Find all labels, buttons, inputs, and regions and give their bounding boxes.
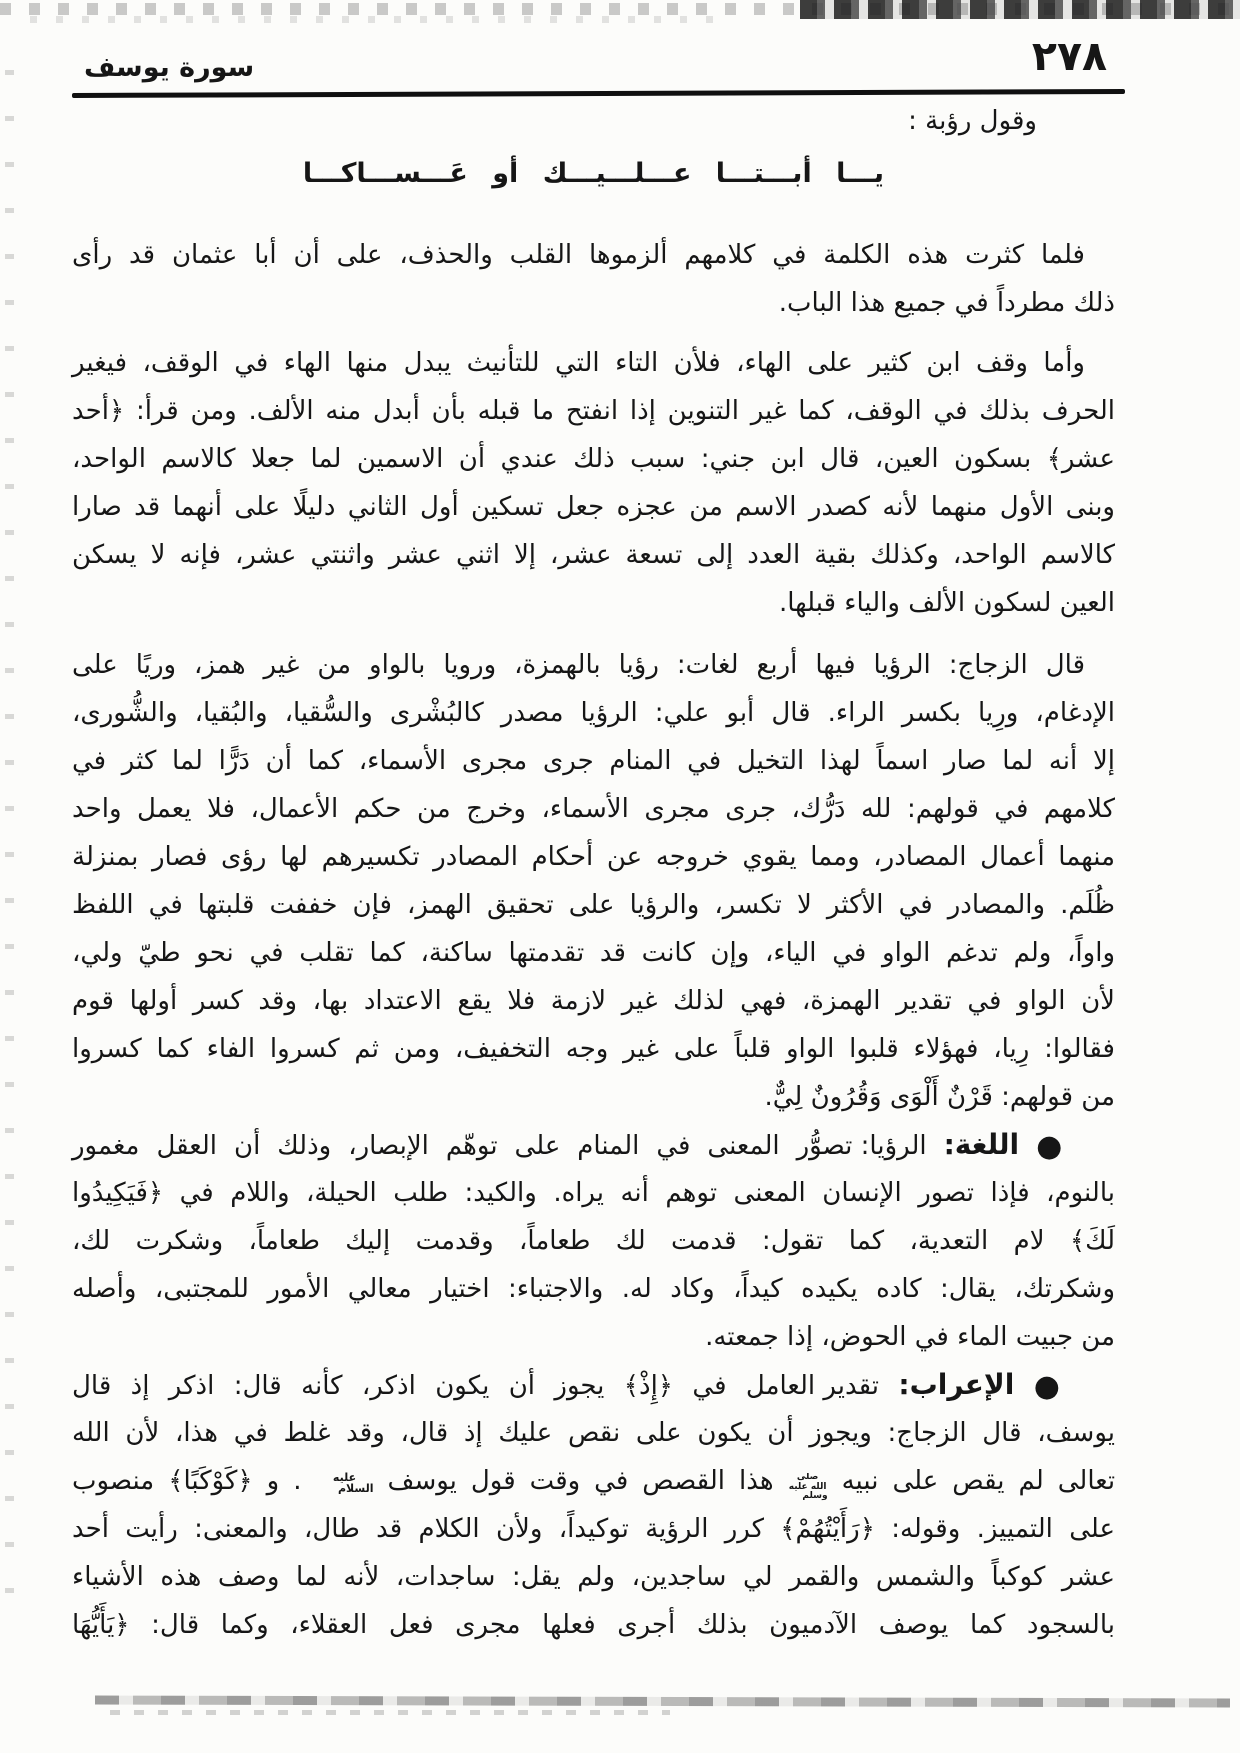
intro-line: وقول رؤبة : (908, 106, 1037, 136)
irab-label: الإعراب: (898, 1368, 1015, 1401)
text-line: بالنوم، فإذا تصور الإنسان المعنى توهم أنه يراه. والكيد: طلب الحيلة، واللام في ﴿فَيَكِيدُوا (72, 1178, 1115, 1208)
paragraph-waqf-ibn-kathir (72, 339, 1115, 627)
text-line: على التمييز. وقوله: ﴿رَأَيْتُهُمْ﴾ كرر الرؤية توكيداً، ولأن الكلام قد طال، والمعنى: رأيت أحد (72, 1514, 1115, 1544)
bullet-icon: ● (1033, 1369, 1071, 1404)
bullet-icon: ● (1036, 1129, 1072, 1164)
text-line: إلا أنه لما صار اسماً لهذا التخيل في المنام جرى مجرى الأسماء، كما أن دَرًّا لما كثر في (72, 746, 1115, 776)
text-line: من قولهم: قَرْنٌ أَلْوَى وَقُرُونٌ لِيٌّ. (764, 1082, 1115, 1112)
lexicon-first-line (72, 1121, 1115, 1169)
lexicon-label: اللغة: (943, 1128, 1020, 1161)
text-line: كلامهم في قولهم: لله دَرُّك، جرى مجرى الأسماء، وخرج من حكم الأعمال، فلا يعمل واحد (72, 794, 1115, 824)
text-run: هذا القصص في وقت قول يوسف (387, 1466, 774, 1496)
text-line: لأن الواو في تقدير الهمزة، فهي لذلك غير لازمة فلا يقع الاعتداد بها، وقد كسر أولها قوم (72, 986, 1115, 1016)
scan-noise-left-edge (5, 70, 14, 1630)
text-line: عشر كوكباً والشمس والقمر لي ساجدين، ولم يقل: ساجدات، لأنه لما وصف هذه الأشياء (72, 1562, 1115, 1592)
text-run: تعالى لم يقص على نبيه (841, 1466, 1116, 1496)
page-number: ٢٧٨ (1031, 32, 1107, 80)
text-line-with-stamps (72, 1457, 1115, 1505)
text-line: واواً، ولم تدغم الواو في الياء، وإن كانت قد تقدمتها ساكنة، كما تقلب في نحو طيّ ولي، (72, 938, 1115, 968)
text-line: عشر﴾ بسكون العين، قال ابن جني: سبب ذلك عندي أن الاسمين لما جعلا كالاسم الواحد، (72, 444, 1115, 474)
text-line: العين لسكون الألف والياء قبلها. (778, 588, 1115, 618)
poetry-verse: يـــا أبـــتـــا عـــلـــيـــك أو عَـــســـاكـــا (302, 158, 885, 189)
text-line: وبنى الأول منهما لأنه كصدر الاسم من عجزه جعل تسكين أول الثاني دليلًا على أنهما قد صارا (72, 492, 1115, 522)
paragraph-zajjaj-ruya (72, 641, 1115, 1121)
text-line: كالاسم الواحد، وكذلك بقية العدد إلى تسعة عشر، إلا اثني عشر واثنتي عشر، فإنه لا يسكن (72, 540, 1115, 570)
text-line: ذلك مطرداً في جميع هذا الباب. (778, 288, 1115, 318)
paragraph-qalb-wal-hadhf (72, 231, 1115, 327)
text-run: تقدير العامل في ﴿إِذْ﴾ يجوز أن يكون اذكر، كأنه قال: اذكر إذ قال (72, 1371, 880, 1401)
text-line: بالسجود كما يوصف الآدميون بذلك أجرى فعلها مجرى فعل العقلاء، وكما قال: ﴿يَأَيُّهَا (72, 1610, 1115, 1640)
alayhis-salam-calligraphy-icon: عليه السلام (332, 1471, 374, 1494)
text-line: منهما أعمال المصادر، ومما يقوي خروجه عن أحكام المصادر تكسيرهم لها رؤى فصار بمنزلة (72, 842, 1115, 872)
irab-first-line (72, 1361, 1115, 1409)
text-line: قال الزجاج: الرؤيا فيها أربع لغات: رؤيا بالهمزة، ورويا بالواو من غير همز، وريًا على (72, 650, 1085, 680)
text-line: وأما وقف ابن كثير على الهاء، فلأن التاء التي للتأنيث يبدل منها الهاء في الوقف، فيغير (72, 348, 1085, 378)
scan-noise-bottom (95, 1696, 1230, 1708)
text-line: الحرف بذلك في الوقف، كما غير التنوين إذا انفتح ما قبله بأن أبدل منه الألف. ومن قرأ: ﴿أحد (72, 396, 1115, 426)
pbuh-calligraphy-icon: صلى الله عليه وسلم (788, 1473, 828, 1501)
text-line: وشكرتك، يقال: كاده يكيده كيداً، وكاد له. والاجتباء: اختيار معالي الأمور للمجتبى، وأصله (72, 1274, 1115, 1304)
text-run: . و ﴿كَوْكَبًا﴾ منصوب (72, 1466, 302, 1496)
section-irab (72, 1361, 1115, 1649)
text-line: فلما كثرت هذه الكلمة في كلامهم ألزموها القلب والحذف، على أن أبا عثمان قد رأى (72, 240, 1085, 270)
text-line: فقالوا: رِيا، فهؤلاء قلبوا الواو قلباً على غير وجه التخفيف، ومن ثم كسروا الفاء كما كسروا (72, 1034, 1115, 1064)
text-line: ظُلَم. والمصادر في الأكثر لا تكسر، والرؤيا على تحقيق الهمز، فإن خففت قلبتها في اللفظ (72, 890, 1115, 920)
section-title: سورة يوسف (84, 52, 255, 83)
scan-noise-bottom-left (110, 1710, 670, 1715)
text-line: يوسف، قال الزجاج: ويجوز أن يكون على نقص عليك إذ قال، وقد غلط في هذا، لأن الله (72, 1418, 1115, 1448)
section-lexicon (72, 1121, 1115, 1361)
text-line: لَكَ﴾ لام التعدية، كما تقول: قدمت لك طعاماً، وقدمت إليك طعاماً، وشكرت لك، (72, 1226, 1115, 1256)
text-line: من جبيت الماء في الحوض، إذا جمعته. (705, 1322, 1115, 1352)
text-line: الإدغام، ورِيا بكسر الراء. قال أبو علي: الرؤيا مصدر كالبُشْرى والسُّقيا، والبُقيا، والشُّورى، (72, 698, 1115, 728)
text-run: الرؤيا: تصوُّر المعنى في المنام على توهّم الإبصار، وذلك أن العقل مغمور (72, 1131, 927, 1161)
page-body (72, 0, 1115, 1649)
